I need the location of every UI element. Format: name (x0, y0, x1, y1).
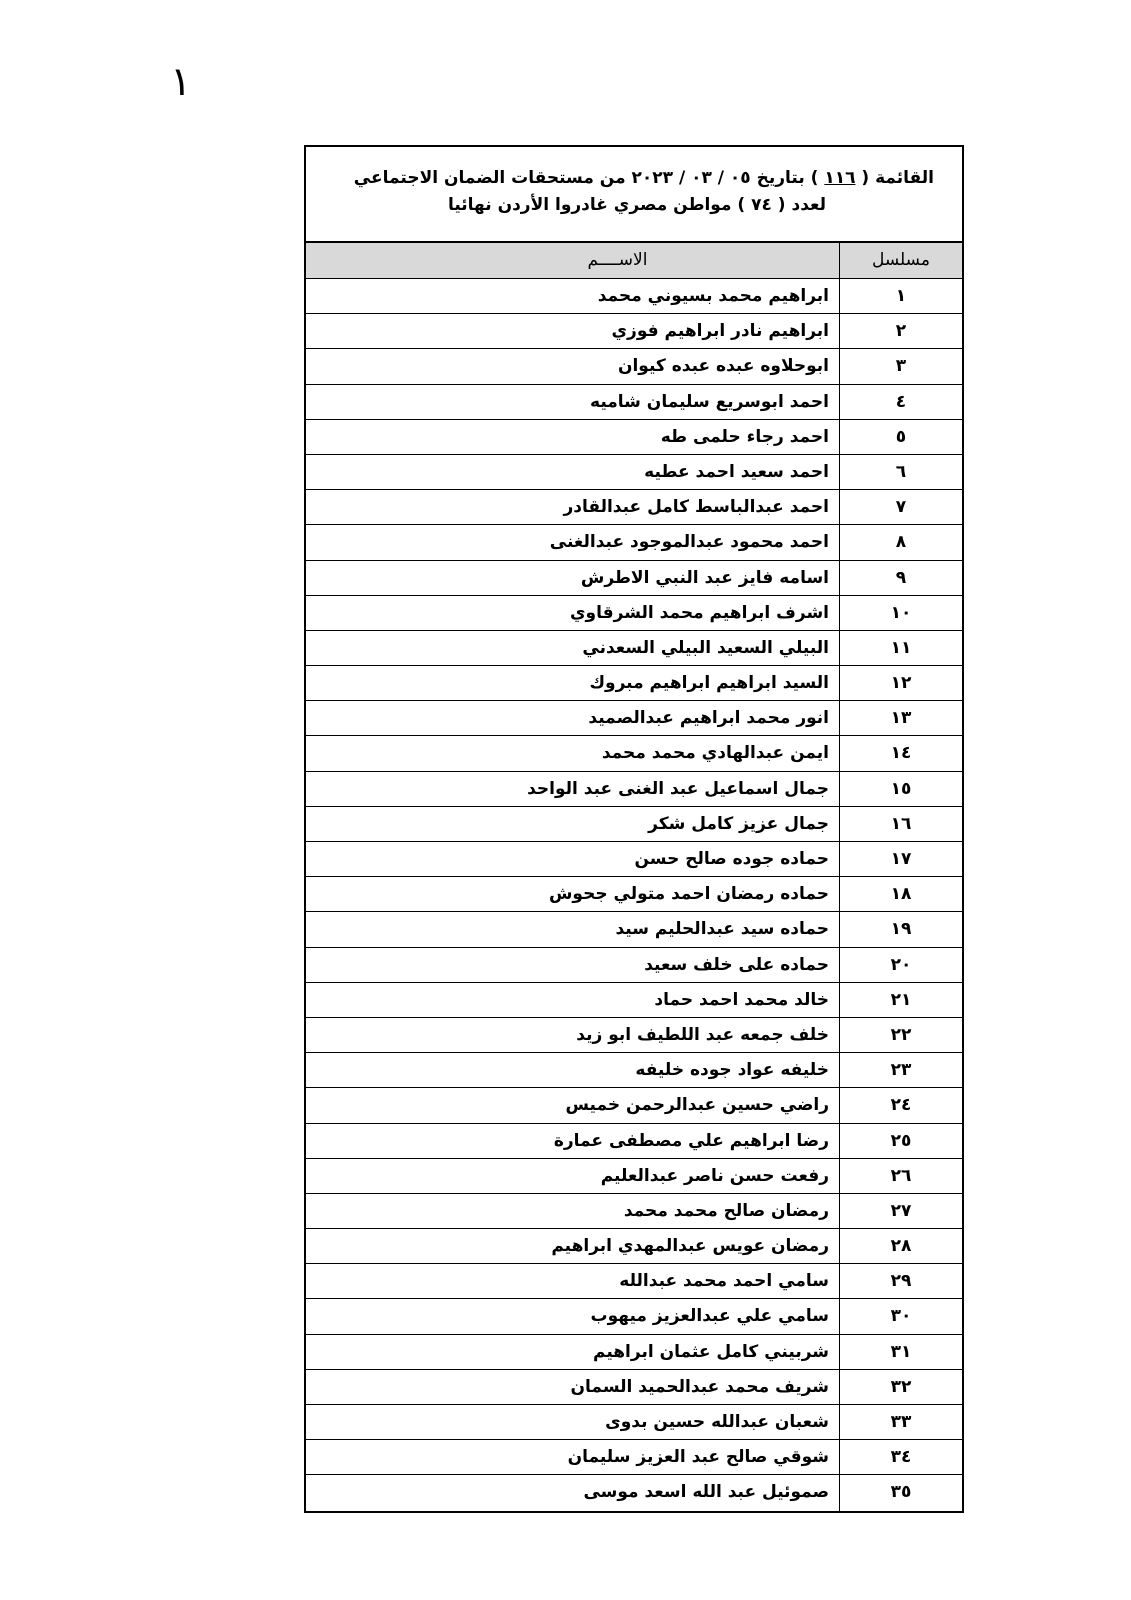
serial-cell: ٢٣ (890, 1060, 912, 1081)
serial-cell: ١٧ (890, 849, 912, 869)
serial-cell: ٧ (895, 497, 907, 518)
table-row (306, 1264, 962, 1299)
table-row (306, 385, 962, 420)
name-cell: شريف محمد عبدالحميد السمان (306, 1370, 840, 1404)
table-row (306, 1053, 962, 1088)
name-cell: خليفه عواد جوده خليفه (306, 1053, 840, 1087)
serial-cell: ٢ (895, 321, 907, 342)
serial-cell: ٣٠ (890, 1306, 912, 1327)
table-row (306, 561, 962, 596)
serial-cell: ٣٥ (890, 1482, 912, 1503)
name-cell: انور محمد ابراهيم عبدالصميد (306, 701, 840, 735)
serial-cell: ١٥ (890, 778, 912, 799)
table-row (306, 666, 962, 701)
table-row (306, 807, 962, 842)
serial-cell: ٢٢ (890, 1024, 912, 1045)
serial-cell: ١٠ (890, 602, 912, 623)
serial-cell: ١٣ (890, 708, 912, 729)
table-row (306, 596, 962, 631)
serial-cell: ٣١ (890, 1341, 912, 1362)
table-row (306, 948, 962, 983)
name-cell: شعبان عبدالله حسين بدوى (306, 1405, 840, 1439)
column-header-name: الاســــم (306, 243, 840, 278)
table-row (306, 525, 962, 560)
table-row (306, 842, 962, 877)
table-row (306, 701, 962, 736)
serial-cell: ٢٠ (890, 954, 912, 975)
title-suffix: ) بتاريخ ٠٥ / ٠٣ / ٢٠٢٣ من مستحقات الضمان الاجتماعي (353, 168, 819, 188)
table-row (306, 912, 962, 947)
name-cell: احمد ابوسريع سليمان شاميه (306, 385, 840, 419)
serial-cell: ٣٣ (890, 1412, 912, 1432)
table-body (306, 279, 962, 1511)
table-row (306, 1018, 962, 1053)
table-row (306, 314, 962, 349)
serial-cell: ٩ (895, 567, 907, 588)
serial-cell: ١٩ (890, 919, 912, 940)
title-prefix: القائمة ( (861, 168, 934, 188)
serial-cell: ٢٤ (890, 1095, 912, 1116)
name-cell: احمد محمود عبدالموجود عبدالغنى (306, 525, 840, 559)
title-line-2: لعدد ( ٧٤ ) مواطن مصري غادروا الأردن نهائيا (447, 195, 826, 215)
table-row (306, 736, 962, 771)
name-cell: ابراهيم محمد بسيوني محمد (306, 279, 840, 313)
table-row (306, 877, 962, 912)
serial-cell: ٢٦ (890, 1165, 912, 1186)
table-title (306, 147, 962, 243)
column-header-serial: مسلسل (872, 250, 930, 270)
name-cell: رمضان صالح محمد محمد (306, 1194, 840, 1228)
name-cell: حماده على خلف سعيد (306, 948, 840, 982)
table-row (306, 1194, 962, 1229)
table-row (306, 1335, 962, 1370)
table-row (306, 1475, 962, 1510)
table-row (306, 983, 962, 1018)
table-row (306, 1440, 962, 1475)
name-cell: اشرف ابراهيم محمد الشرقاوي (306, 596, 840, 630)
table-row (306, 1159, 962, 1194)
name-cell: شوقي صالح عبد العزيز سليمان (306, 1440, 840, 1474)
page-number: ١ (170, 59, 192, 105)
table-row (306, 1124, 962, 1159)
name-cell: احمد رجاء حلمى طه (306, 420, 840, 454)
name-cell: ابراهيم نادر ابراهيم فوزي (306, 314, 840, 348)
serial-cell: ١٤ (890, 743, 912, 764)
name-cell: جمال اسماعيل عبد الغنى عبد الواحد (306, 772, 840, 806)
serial-cell: ٦ (895, 461, 907, 482)
table-row (306, 1088, 962, 1123)
table-row (306, 349, 962, 384)
name-cell: راضي حسين عبدالرحمن خميس (306, 1088, 840, 1122)
name-cell: اسامه فايز عبد النبي الاطرش (306, 561, 840, 595)
name-cell: سامي احمد محمد عبدالله (306, 1264, 840, 1298)
name-cell: ايمن عبدالهادي محمد محمد (306, 736, 840, 770)
serial-cell: ١٦ (890, 813, 912, 834)
serial-cell: ٢٨ (890, 1236, 912, 1257)
title-line-1 (334, 165, 934, 192)
serial-cell: ٥ (895, 426, 907, 447)
name-cell: حماده جوده صالح حسن (306, 842, 840, 876)
names-table (304, 145, 964, 1513)
name-cell: شربيني كامل عثمان ابراهيم (306, 1335, 840, 1369)
list-number: ١١٦ (824, 168, 856, 188)
table-row (306, 1229, 962, 1264)
table-row (306, 455, 962, 490)
serial-cell: ٣٤ (890, 1447, 912, 1468)
table-row (306, 1370, 962, 1405)
name-cell: البيلي السعيد البيلي السعدني (306, 631, 840, 665)
serial-cell: ٤ (895, 391, 907, 412)
table-header-row (306, 243, 962, 279)
serial-cell: ١٨ (890, 884, 912, 905)
table-row (306, 490, 962, 525)
name-cell: حماده سيد عبدالحليم سيد (306, 912, 840, 946)
serial-cell: ٢١ (890, 989, 912, 1010)
serial-cell: ٣ (895, 356, 907, 377)
table-row (306, 1405, 962, 1440)
name-cell: احمد سعيد احمد عطيه (306, 455, 840, 489)
serial-cell: ٢٩ (890, 1271, 912, 1292)
name-cell: خالد محمد احمد حماد (306, 983, 840, 1017)
serial-cell: ٢٧ (890, 1200, 912, 1221)
table-row (306, 1299, 962, 1334)
name-cell: جمال عزيز كامل شكر (306, 807, 840, 841)
serial-cell: ٢٥ (890, 1130, 912, 1151)
table-row (306, 772, 962, 807)
name-cell: رمضان عويس عبدالمهدي ابراهيم (306, 1229, 840, 1263)
serial-cell: ١٢ (890, 673, 912, 694)
table-row (306, 631, 962, 666)
name-cell: حماده رمضان احمد متولي جحوش (306, 877, 840, 911)
name-cell: صموئيل عبد الله اسعد موسى (306, 1475, 840, 1510)
name-cell: ابوحلاوه عبده عبده كيوان (306, 349, 840, 383)
name-cell: السيد ابراهيم ابراهيم مبروك (306, 666, 840, 700)
table-row (306, 420, 962, 455)
table-row (306, 279, 962, 314)
serial-cell: ١ (895, 286, 907, 306)
name-cell: رضا ابراهيم علي مصطفى عمارة (306, 1124, 840, 1158)
serial-cell: ٣٢ (890, 1376, 912, 1397)
name-cell: احمد عبدالباسط كامل عبدالقادر (306, 490, 840, 524)
serial-cell: ٨ (895, 532, 907, 553)
name-cell: سامي علي عبدالعزيز ميهوب (306, 1299, 840, 1333)
serial-cell: ١١ (890, 637, 912, 658)
name-cell: رفعت حسن ناصر عبدالعليم (306, 1159, 840, 1193)
name-cell: خلف جمعه عبد اللطيف ابو زيد (306, 1018, 840, 1052)
